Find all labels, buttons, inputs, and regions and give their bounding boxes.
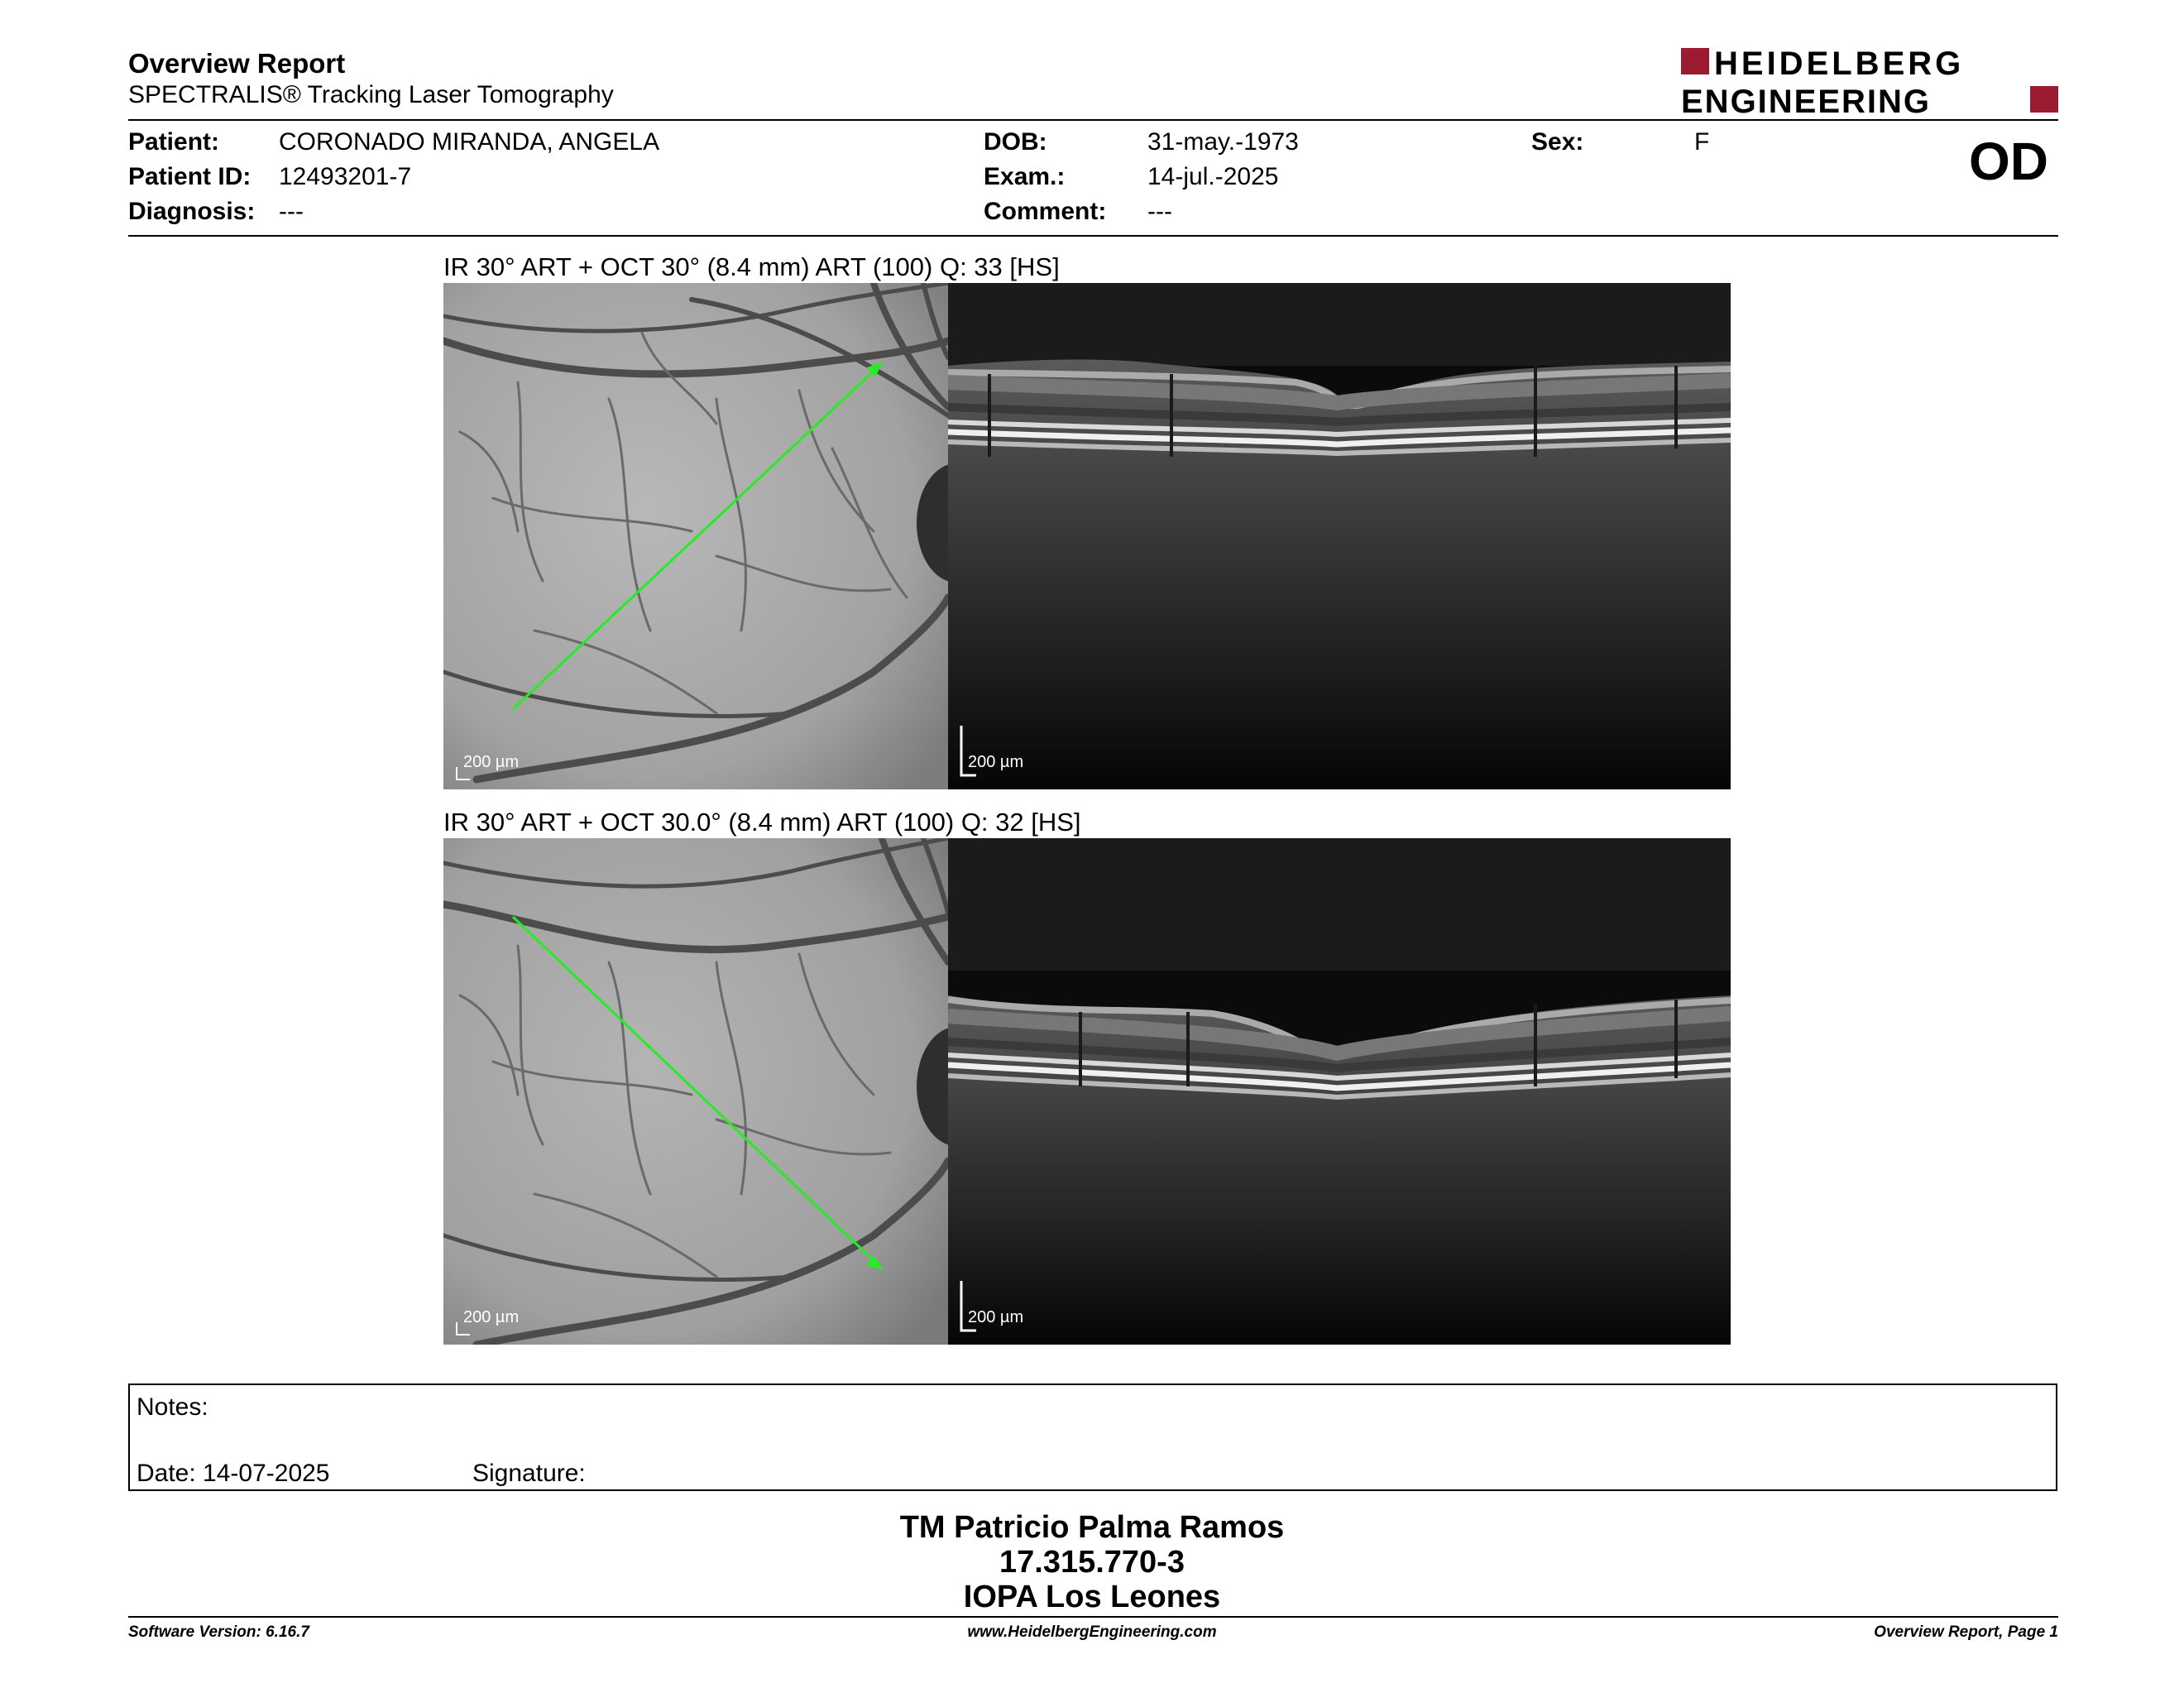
- page-indicator: Overview Report, Page 1: [1874, 1623, 2058, 1641]
- scan-2-oct-scale-label: 200 µm: [968, 1308, 1024, 1326]
- heidelberg-logo: [1679, 45, 2060, 116]
- eye-indicator: OD: [1969, 132, 2048, 191]
- comment-value: ---: [1147, 198, 1172, 225]
- exam-label: Exam.:: [984, 163, 1066, 190]
- signatory-id: 17.315.770-3: [999, 1545, 1185, 1580]
- signatory-institution: IOPA Los Leones: [963, 1580, 1221, 1614]
- exam-date: 14-jul.-2025: [1147, 163, 1279, 190]
- software-version: Software Version: 6.16.7: [128, 1623, 309, 1641]
- report-title: Overview Report: [128, 48, 346, 79]
- sex-label: Sex:: [1531, 128, 1584, 156]
- diagnosis-value: ---: [279, 198, 304, 225]
- svg-text:ENGINEERING: ENGINEERING: [1681, 84, 1932, 116]
- scan-2-oct-bscan-image: [948, 838, 1731, 1345]
- scan-1-ir-scale-label: 200 µm: [463, 753, 520, 771]
- scan-2-ir-fundus-image: [443, 838, 948, 1345]
- comment-label: Comment:: [984, 198, 1107, 225]
- scan-1-oct-bscan-image: [948, 283, 1731, 789]
- sex-value: F: [1694, 128, 1710, 156]
- scan-1-title: IR 30° ART + OCT 30° (8.4 mm) ART (100) Q: 33 [HS]: [443, 252, 1060, 281]
- website-link[interactable]: www.HeidelbergEngineering.com: [967, 1623, 1217, 1641]
- scan-2-ir-scale-label: 200 µm: [463, 1308, 520, 1326]
- scan-2-title: IR 30° ART + OCT 30.0° (8.4 mm) ART (100) Q: 32 [HS]: [443, 808, 1081, 837]
- dob-label: DOB:: [984, 128, 1047, 156]
- dob-value: 31-may.-1973: [1147, 128, 1299, 156]
- patient-name: CORONADO MIRANDA, ANGELA: [279, 128, 660, 156]
- header-rule-bottom: [128, 235, 2058, 237]
- notes-date: Date: 14-07-2025: [136, 1460, 330, 1487]
- notes-box: [128, 1383, 2057, 1491]
- signature-label: Signature:: [472, 1460, 586, 1487]
- header-rule-top: [128, 119, 2058, 121]
- patient-label: Patient:: [128, 128, 220, 156]
- scan-1-oct-scale-label: 200 µm: [968, 753, 1024, 771]
- notes-label: Notes:: [136, 1393, 208, 1421]
- signatory-name: TM Patricio Palma Ramos: [899, 1510, 1285, 1545]
- footer-rule: [128, 1616, 2058, 1618]
- scan-1-ir-fundus-image: [443, 283, 948, 789]
- patient-id: 12493201-7: [279, 163, 412, 190]
- patient-id-label: Patient ID:: [128, 163, 251, 190]
- report-subtitle: SPECTRALIS® Tracking Laser Tomography: [128, 81, 614, 108]
- svg-text:HEIDELBERG: HEIDELBERG: [1714, 46, 1965, 82]
- diagnosis-label: Diagnosis:: [128, 198, 256, 225]
